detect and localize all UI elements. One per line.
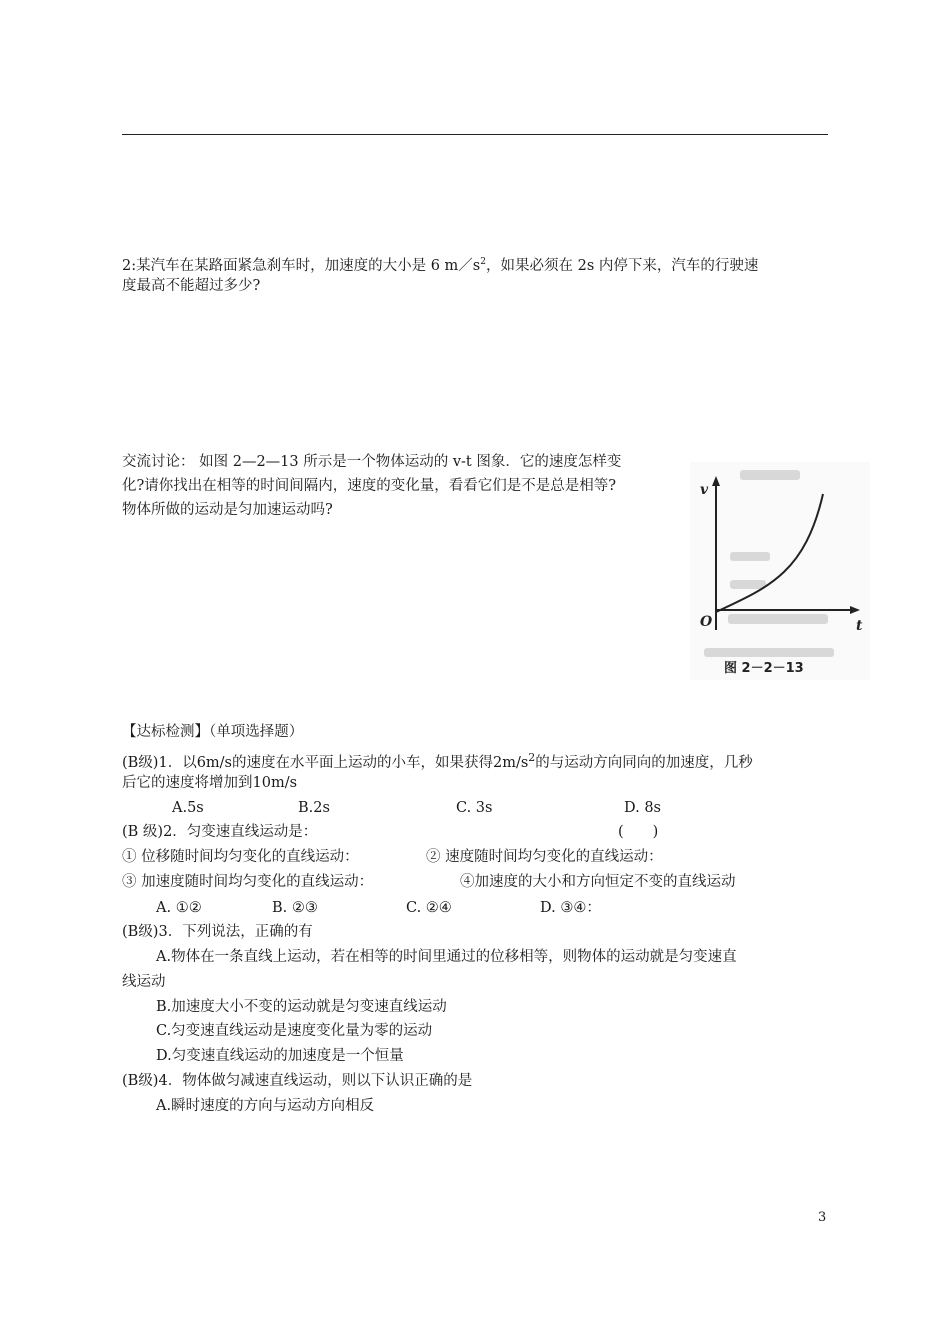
q2-item-2: ② 速度随时间均匀变化的直线运动： bbox=[426, 849, 663, 865]
q2-option-b: B. ②③ bbox=[272, 900, 318, 916]
q2-option-d: D. ③④： bbox=[540, 900, 601, 916]
q3-stem: (B级)3．下列说法，正确的有 bbox=[122, 924, 313, 940]
q2-item-3: ③ 加速度随时间均匀变化的直线运动： bbox=[122, 874, 374, 890]
q1-line2: 后它的速度将增加到10m/s bbox=[122, 775, 298, 791]
q2-option-a: A. ①② bbox=[156, 900, 202, 916]
vt-graph-svg bbox=[690, 462, 870, 680]
test-heading: 【达标检测】（单项选择题） bbox=[122, 724, 304, 740]
q3-option-b: B.加速度大小不变的运动就是匀变速直线运动 bbox=[156, 999, 447, 1015]
y-axis-arrow bbox=[712, 476, 720, 486]
discussion-line2: 化?请你找出在相等的时间间隔内，速度的变化量，看看它们是不是总是相等? bbox=[122, 478, 617, 494]
origin-label: O bbox=[700, 614, 713, 630]
axis-label-t: t bbox=[856, 618, 863, 634]
q2-item-4: ④加速度的大小和方向恒定不变的直线运动 bbox=[460, 874, 736, 890]
q3-option-a-line2: 线运动 bbox=[122, 974, 166, 990]
q1-option-b: B.2s bbox=[298, 800, 330, 816]
q3-option-d: D.匀变速直线运动的加速度是一个恒量 bbox=[156, 1048, 404, 1064]
q3-option-a-line1: A.物体在一条直线上运动，若在相等的时间里通过的位移相等，则物体的运动就是匀变速直 bbox=[156, 949, 737, 965]
q4-stem: (B级)4．物体做匀减速直线运动，则以下认识正确的是 bbox=[122, 1073, 473, 1089]
q4-option-a: A.瞬时速度的方向与运动方向相反 bbox=[156, 1098, 375, 1114]
figure-caption: 图 2－2－13 bbox=[724, 661, 804, 676]
header-rule bbox=[122, 134, 828, 135]
vt-graph-figure bbox=[690, 462, 870, 680]
q2-option-c: C. ②④ bbox=[406, 900, 452, 916]
q1-option-a: A.5s bbox=[172, 800, 204, 816]
q2-line1: 2:某汽车在某路面紧急刹车时，加速度的大小是 6 $m/s^2$，如果必须在 2s 内停下来，汽车的行驶速 bbox=[122, 257, 759, 274]
q2-item-1: ① 位移随时间均匀变化的直线运动： bbox=[122, 849, 359, 865]
discussion-line1: 交流讨论： 如图 2—2—13 所示是一个物体运动的 v-t 图象．它的速度怎样变 bbox=[122, 454, 622, 470]
faded-scan-marks bbox=[704, 470, 834, 657]
q2-answer-paren: ( ) bbox=[618, 824, 659, 840]
page-number: 3 bbox=[818, 1210, 827, 1225]
q1-option-c: C. 3s bbox=[456, 800, 493, 816]
q2-line2: 度最高不能超过多少? bbox=[122, 278, 261, 294]
q1-option-d: D. 8s bbox=[624, 800, 661, 816]
x-axis-arrow bbox=[850, 606, 860, 614]
q1-line1: (B级)1．以6m/s的速度在水平面上运动的小车，如果获得$2m/s^2$的与运动方向同向的加速度，几秒 bbox=[122, 751, 753, 771]
discussion-line3: 物体所做的运动是匀加速运动吗? bbox=[122, 502, 333, 518]
axis-label-v: v bbox=[700, 482, 709, 498]
q3-option-c: C.匀变速直线运动是速度变化量为零的运动 bbox=[156, 1023, 433, 1039]
q2-stem: (B 级)2．匀变速直线运动是： bbox=[122, 824, 318, 840]
